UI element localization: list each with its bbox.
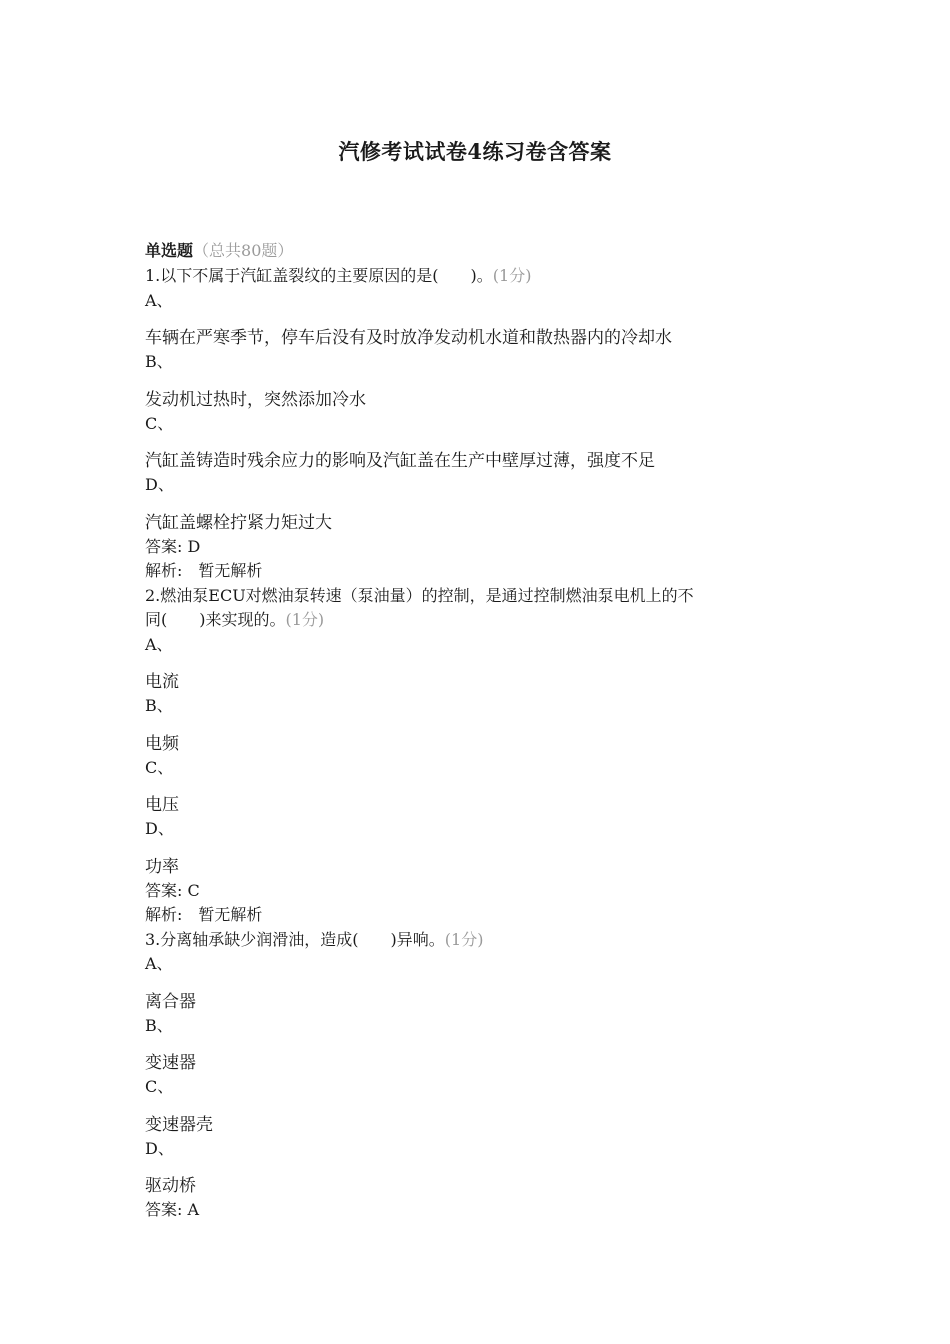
- answer-line: 答案: D: [145, 536, 201, 556]
- question-points: (1分): [492, 266, 532, 285]
- document-title: 汽修考试试卷4练习卷含答案: [338, 139, 612, 164]
- question-3: [145, 928, 810, 1223]
- question-stem-line-1: 2.燃油泵ECU对燃油泵转速（泵油量）的控制，是通过控制燃油泵电机上的不: [145, 585, 694, 605]
- option-text-c: 汽缸盖铸造时残余应力的影响及汽缸盖在生产中壁厚过薄，强度不足: [145, 451, 655, 471]
- option-letter-a: A、: [145, 954, 173, 973]
- question-stem-text: 同( )来实现的。: [145, 610, 286, 629]
- document-body: [145, 237, 810, 1223]
- option-letter-c: C、: [145, 757, 174, 777]
- option-text-d: 汽缸盖螺栓拧紧力矩过大: [145, 512, 332, 533]
- question-stem-text: 1.以下不属于汽缸盖裂纹的主要原因的是( )。: [145, 266, 493, 285]
- question-stem: [145, 928, 810, 953]
- option-text-d: 功率: [145, 856, 179, 877]
- option-letter-d: D、: [145, 819, 174, 838]
- option-letter-c: C、: [145, 413, 174, 433]
- question-stem-line-2: [145, 608, 810, 633]
- question-2: [145, 584, 810, 928]
- question-points: (1分): [444, 929, 484, 949]
- question-points: (1分): [285, 610, 325, 629]
- option-text-a: 车辆在严寒季节，停车后没有及时放净发动机水道和散热器内的冷却水: [145, 328, 672, 348]
- option-text-b: 发动机过热时，突然添加冷水: [145, 389, 366, 410]
- option-text-c: 电压: [145, 795, 179, 815]
- section-name: 单选题: [145, 241, 194, 260]
- question-stem-text: 3.分离轴承缺少润滑油，造成( )异响。: [145, 929, 445, 949]
- option-text-c: 变速器壳: [145, 1114, 213, 1135]
- answer-line: 答案: A: [145, 1200, 200, 1219]
- question-1: [145, 264, 810, 584]
- section-count: （总共80题）: [193, 241, 294, 260]
- option-text-d: 驱动桥: [145, 1176, 196, 1196]
- option-text-b: 变速器: [145, 1053, 196, 1073]
- option-letter-d: D、: [145, 1138, 174, 1158]
- question-stem: [145, 264, 810, 289]
- option-letter-b: B、: [145, 1015, 173, 1035]
- option-letter-d: D、: [145, 475, 174, 494]
- option-letter-c: C、: [145, 1077, 174, 1096]
- analysis-line: 解析: 暂无解析: [145, 561, 263, 580]
- answer-line: 答案: C: [145, 880, 200, 900]
- analysis-line: 解析: 暂无解析: [145, 905, 263, 924]
- option-letter-a: A、: [145, 290, 173, 310]
- option-text-a: 电流: [145, 672, 179, 692]
- option-letter-a: A、: [145, 634, 173, 654]
- option-letter-b: B、: [145, 352, 173, 371]
- section-header: [145, 237, 810, 264]
- option-text-b: 电频: [145, 733, 179, 754]
- option-text-a: 离合器: [145, 991, 196, 1012]
- option-letter-b: B、: [145, 696, 173, 715]
